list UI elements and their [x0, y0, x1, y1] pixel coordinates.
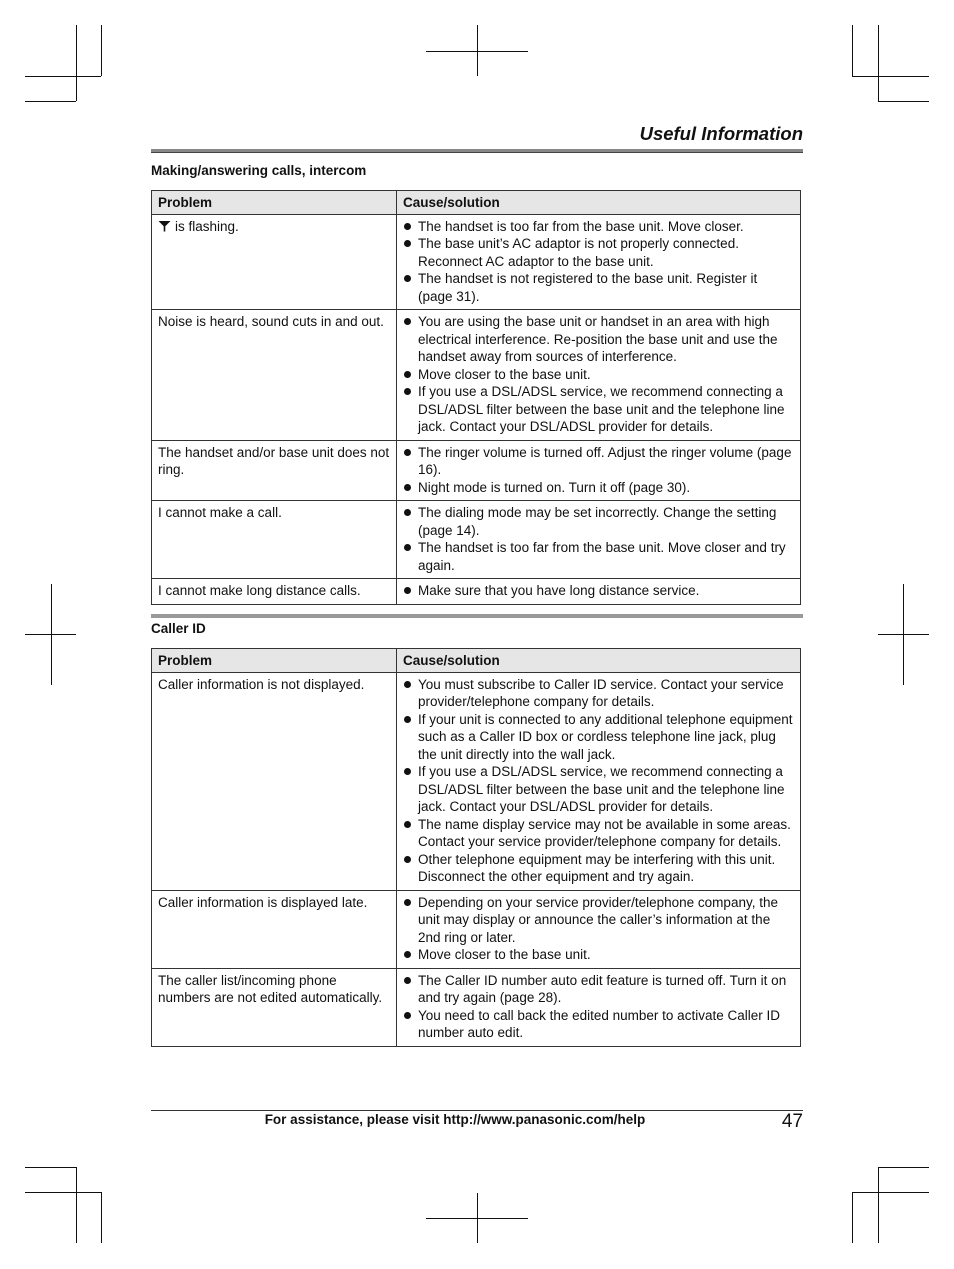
crop-mark [76, 1167, 77, 1243]
solution-item [403, 270, 794, 305]
header-rule [151, 149, 803, 153]
bullet-dot [404, 1012, 411, 1019]
section-title-caller-id: Caller ID [151, 621, 206, 636]
solution-item [403, 383, 794, 436]
solution-item [403, 479, 794, 497]
solution-item [403, 851, 794, 886]
crop-mark [76, 25, 77, 101]
solution-text: Move closer to the base unit. [418, 947, 591, 962]
solution-cell [397, 310, 801, 441]
problem-text: is flashing. [175, 218, 239, 234]
crop-mark [878, 101, 929, 102]
page-number: 47 [781, 1111, 803, 1132]
bullet-dot [404, 856, 411, 863]
column-header-cause-solution: Cause/solution [397, 649, 801, 673]
solution-item [403, 1007, 794, 1042]
crop-mark [25, 76, 101, 77]
table-row [152, 890, 801, 968]
solution-item [403, 894, 794, 947]
solution-item [403, 946, 794, 964]
crop-mark [878, 1167, 929, 1168]
crop-mark [878, 1167, 879, 1243]
solution-item [403, 582, 794, 600]
table-row [152, 214, 801, 310]
solution-text: The handset is too far from the base unit. Move closer. [418, 218, 744, 234]
solution-text: The Caller ID number auto edit feature is turned off. Turn it on and try again (page 28). [418, 972, 787, 1005]
solution-text: The handset is not registered to the base unit. Register it (page 31). [418, 271, 758, 304]
section-title-calls: Making/answering calls, intercom [151, 163, 367, 178]
column-header-problem: Problem [152, 649, 397, 673]
solution-text: Night mode is turned on. Turn it off (page 30). [418, 479, 691, 495]
solution-text: If your unit is connected to any additional telephone equipment such as a Caller ID box or cordless telephone line jack, plug the unit directly into the wall jack. [418, 711, 793, 762]
bullet-dot [404, 509, 411, 516]
solution-text: Depending on your service provider/telephone company, the unit may display or announce the caller’s information at the 2nd ring or later. [418, 894, 778, 945]
bullet-dot [404, 951, 411, 958]
solution-text: The dialing mode may be set incorrectly. Change the setting (page 14). [418, 505, 777, 538]
crop-mark [51, 584, 52, 685]
column-header-cause-solution: Cause/solution [397, 191, 801, 215]
table-row [152, 968, 801, 1046]
bullet-dot [404, 275, 411, 282]
crop-mark [25, 101, 76, 102]
caller-id-troubleshooting-table [151, 648, 801, 1047]
crop-mark [101, 1192, 102, 1243]
crop-mark [852, 1192, 929, 1193]
solution-text: You need to call back the edited number to activate Caller ID number auto edit. [418, 1007, 780, 1040]
solution-text: The base unit’s AC adaptor is not properly connected. Reconnect AC adaptor to the base unit. [418, 236, 739, 269]
bullet-dot [404, 544, 411, 551]
solution-cell [397, 672, 801, 890]
problem-cell: Caller information is not displayed. [152, 672, 397, 890]
solution-text: If you use a DSL/ADSL service, we recommend connecting a DSL/ADSL filter between the base unit and the telephone line jack. Contact your DSL/ADSL provider for details. [418, 384, 785, 434]
crop-mark [852, 76, 929, 77]
bullet-dot [404, 223, 411, 230]
solution-item [403, 218, 794, 236]
crop-mark [852, 25, 853, 76]
solution-item [403, 676, 794, 711]
table-row [152, 579, 801, 605]
table-row [152, 672, 801, 890]
solution-text: If you use a DSL/ADSL service, we recommend connecting a DSL/ADSL filter between the base unit and the telephone line jack. Contact your DSL/ADSL provider for details. [418, 764, 785, 814]
solution-cell [397, 968, 801, 1046]
table-row [152, 440, 801, 501]
table-header-row [152, 649, 801, 673]
bullet-dot [404, 821, 411, 828]
bullet-dot [404, 240, 411, 247]
footer-rule [151, 1110, 803, 1111]
solution-item [403, 444, 794, 479]
problem-cell: Noise is heard, sound cuts in and out. [152, 310, 397, 441]
solution-text: Move closer to the base unit. [418, 366, 591, 382]
crop-mark [101, 25, 102, 76]
solution-item [403, 366, 794, 384]
bullet-dot [404, 681, 411, 688]
table-row [152, 310, 801, 441]
problem-cell [152, 214, 397, 310]
solution-item [403, 711, 794, 764]
solution-item [403, 763, 794, 816]
solution-text: The handset is too far from the base unit. Move closer and try again. [418, 540, 786, 573]
solution-item [403, 313, 794, 366]
bullet-dot [404, 587, 411, 594]
bullet-dot [404, 977, 411, 984]
solution-cell [397, 501, 801, 579]
table-row [152, 501, 801, 579]
antenna-signal-icon [158, 219, 171, 237]
solution-text: Other telephone equipment may be interfering with this unit. Disconnect the other equipment and try again. [418, 851, 776, 884]
solution-text: The name display service may not be available in some areas. Contact your service provider/telephone company for details. [418, 816, 791, 849]
bullet-dot [404, 388, 411, 395]
problem-cell: The handset and/or base unit does not ring. [152, 440, 397, 501]
crop-mark [477, 25, 478, 76]
crop-mark [903, 584, 904, 685]
solution-cell [397, 890, 801, 968]
solution-item [403, 235, 794, 270]
solution-text: You must subscribe to Caller ID service. Contact your service provider/telephone company for details. [418, 676, 784, 709]
column-header-problem: Problem [152, 191, 397, 215]
solution-cell [397, 214, 801, 310]
solution-item [403, 816, 794, 851]
solution-text: The ringer volume is turned off. Adjust the ringer volume (page 16). [418, 444, 792, 477]
problem-cell: I cannot make a call. [152, 501, 397, 579]
solution-item [403, 972, 794, 1007]
problem-cell: I cannot make long distance calls. [152, 579, 397, 605]
solution-cell [397, 440, 801, 501]
crop-mark [25, 1167, 76, 1168]
solution-cell [397, 579, 801, 605]
bullet-dot [404, 449, 411, 456]
bullet-dot [404, 899, 411, 906]
bullet-dot [404, 768, 411, 775]
bullet-dot [404, 484, 411, 491]
crop-mark [878, 25, 879, 101]
solution-text: Make sure that you have long distance service. [418, 583, 700, 598]
solution-item [403, 504, 794, 539]
header-title: Useful Information [639, 123, 803, 144]
calls-troubleshooting-table [151, 190, 801, 605]
crop-mark [25, 1192, 101, 1193]
footer-assistance-text: For assistance, please visit http://www.panasonic.com/help [264, 1112, 646, 1127]
solution-item [403, 539, 794, 574]
crop-mark [852, 1192, 853, 1243]
table-header-row [152, 191, 801, 215]
problem-cell: The caller list/incoming phone numbers are not edited automatically. [152, 968, 397, 1046]
bullet-dot [404, 318, 411, 325]
bullet-dot [404, 371, 411, 378]
problem-cell: Caller information is displayed late. [152, 890, 397, 968]
section-rule [151, 614, 803, 618]
solution-text: You are using the base unit or handset in an area with high electrical interference. Re-position the base unit and use the handset away from sources of interference. [418, 314, 778, 364]
bullet-dot [404, 716, 411, 723]
crop-mark [477, 1193, 478, 1243]
